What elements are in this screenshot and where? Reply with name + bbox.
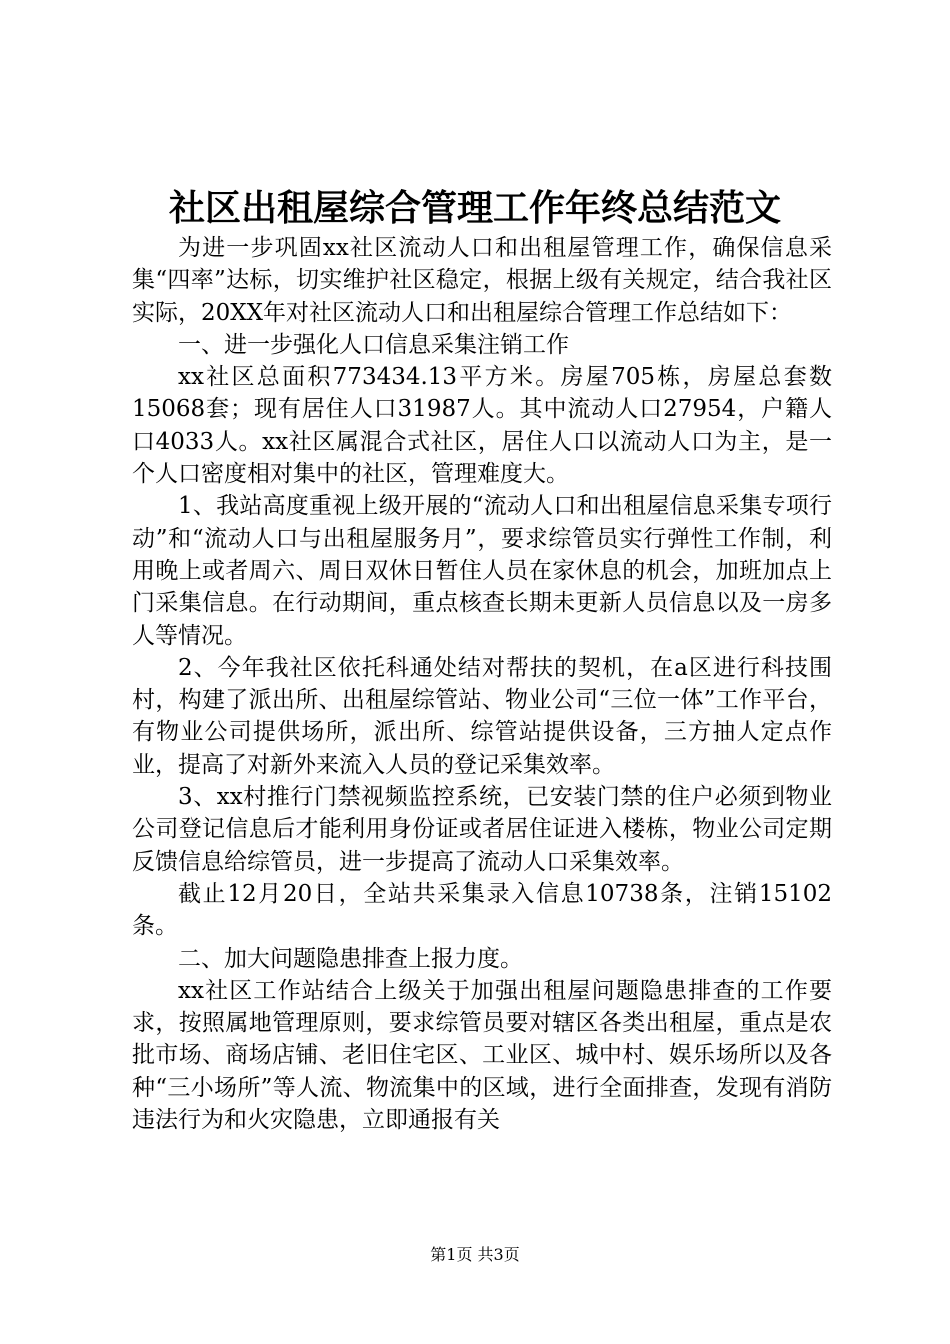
section-heading-2: 二、加大问题隐患排查上报力度。 bbox=[178, 945, 523, 972]
paragraph-intro: 为进一步巩固xx社区流动人口和出租屋管理工作，确保信息采集“四率”达标，切实维护社区稳定，根据上级有关规定，结合我社区实际，20XX年对社区流动人口和出租屋综合管理工作总结如下： bbox=[132, 235, 832, 326]
paragraph-item-2: 2、今年我社区依托科通处结对帮扶的契机，在a区进行科技围村，构建了派出所、出租屋综管站、物业公司“三位一体”工作平台，有物业公司提供场所，派出所、综管站提供设备，三方抽人定点作业，提高了对新外来流入人员的登记采集效率。 bbox=[132, 654, 832, 778]
paragraph-summary: 截止12月20日，全站共采集录入信息10738条，注销15102条。 bbox=[132, 880, 832, 940]
paragraph-item-1: 1、我站高度重视上级开展的“流动人口和出租屋信息采集专项行动”和“流动人口与出租屋服务月”，要求综管员实行弹性工作制，利用晚上或者周六、周日双休日暂住人员在家休息的机会，加班加点上门采集信息。在行动期间，重点核查长期未更新人员信息以及一房多人等情况。 bbox=[132, 493, 832, 649]
section-heading-1: 一、进一步强化人口信息采集注销工作 bbox=[178, 331, 569, 358]
paragraph-item-3: 3、xx村推行门禁视频监控系统，已安装门禁的住户必须到物业公司登记信息后才能利用身份证或者居住证进入楼栋，物业公司定期反馈信息给综管员，进一步提高了流动人口采集效率。 bbox=[132, 784, 832, 875]
paragraph-inspection: xx社区工作站结合上级关于加强出租屋问题隐患排查的工作要求，按照属地管理原则，要求综管员要对辖区各类出租屋，重点是农批市场、商场店铺、老旧住宅区、工业区、城中村、娱乐场所以及各种“三小场所”等人流、物流集中的区域，进行全面排查，发现有消防违法行为和火灾隐患，立即通报有关 bbox=[132, 977, 832, 1134]
paragraph-overview: xx社区总面积773434.13平方米。房屋705栋，房屋总套数15068套；现有居住人口31987人。其中流动人口27954，户籍人口4033人。xx社区属混合式社区，居住人口以流动人口为主，是一个人口密度相对集中的社区，管理难度大。 bbox=[132, 364, 832, 488]
document-title: 社区出租屋综合管理工作年终总结范文 bbox=[168, 187, 781, 229]
document-body bbox=[132, 232, 832, 1136]
page-footer: 第1页 共3页 bbox=[430, 1245, 520, 1264]
